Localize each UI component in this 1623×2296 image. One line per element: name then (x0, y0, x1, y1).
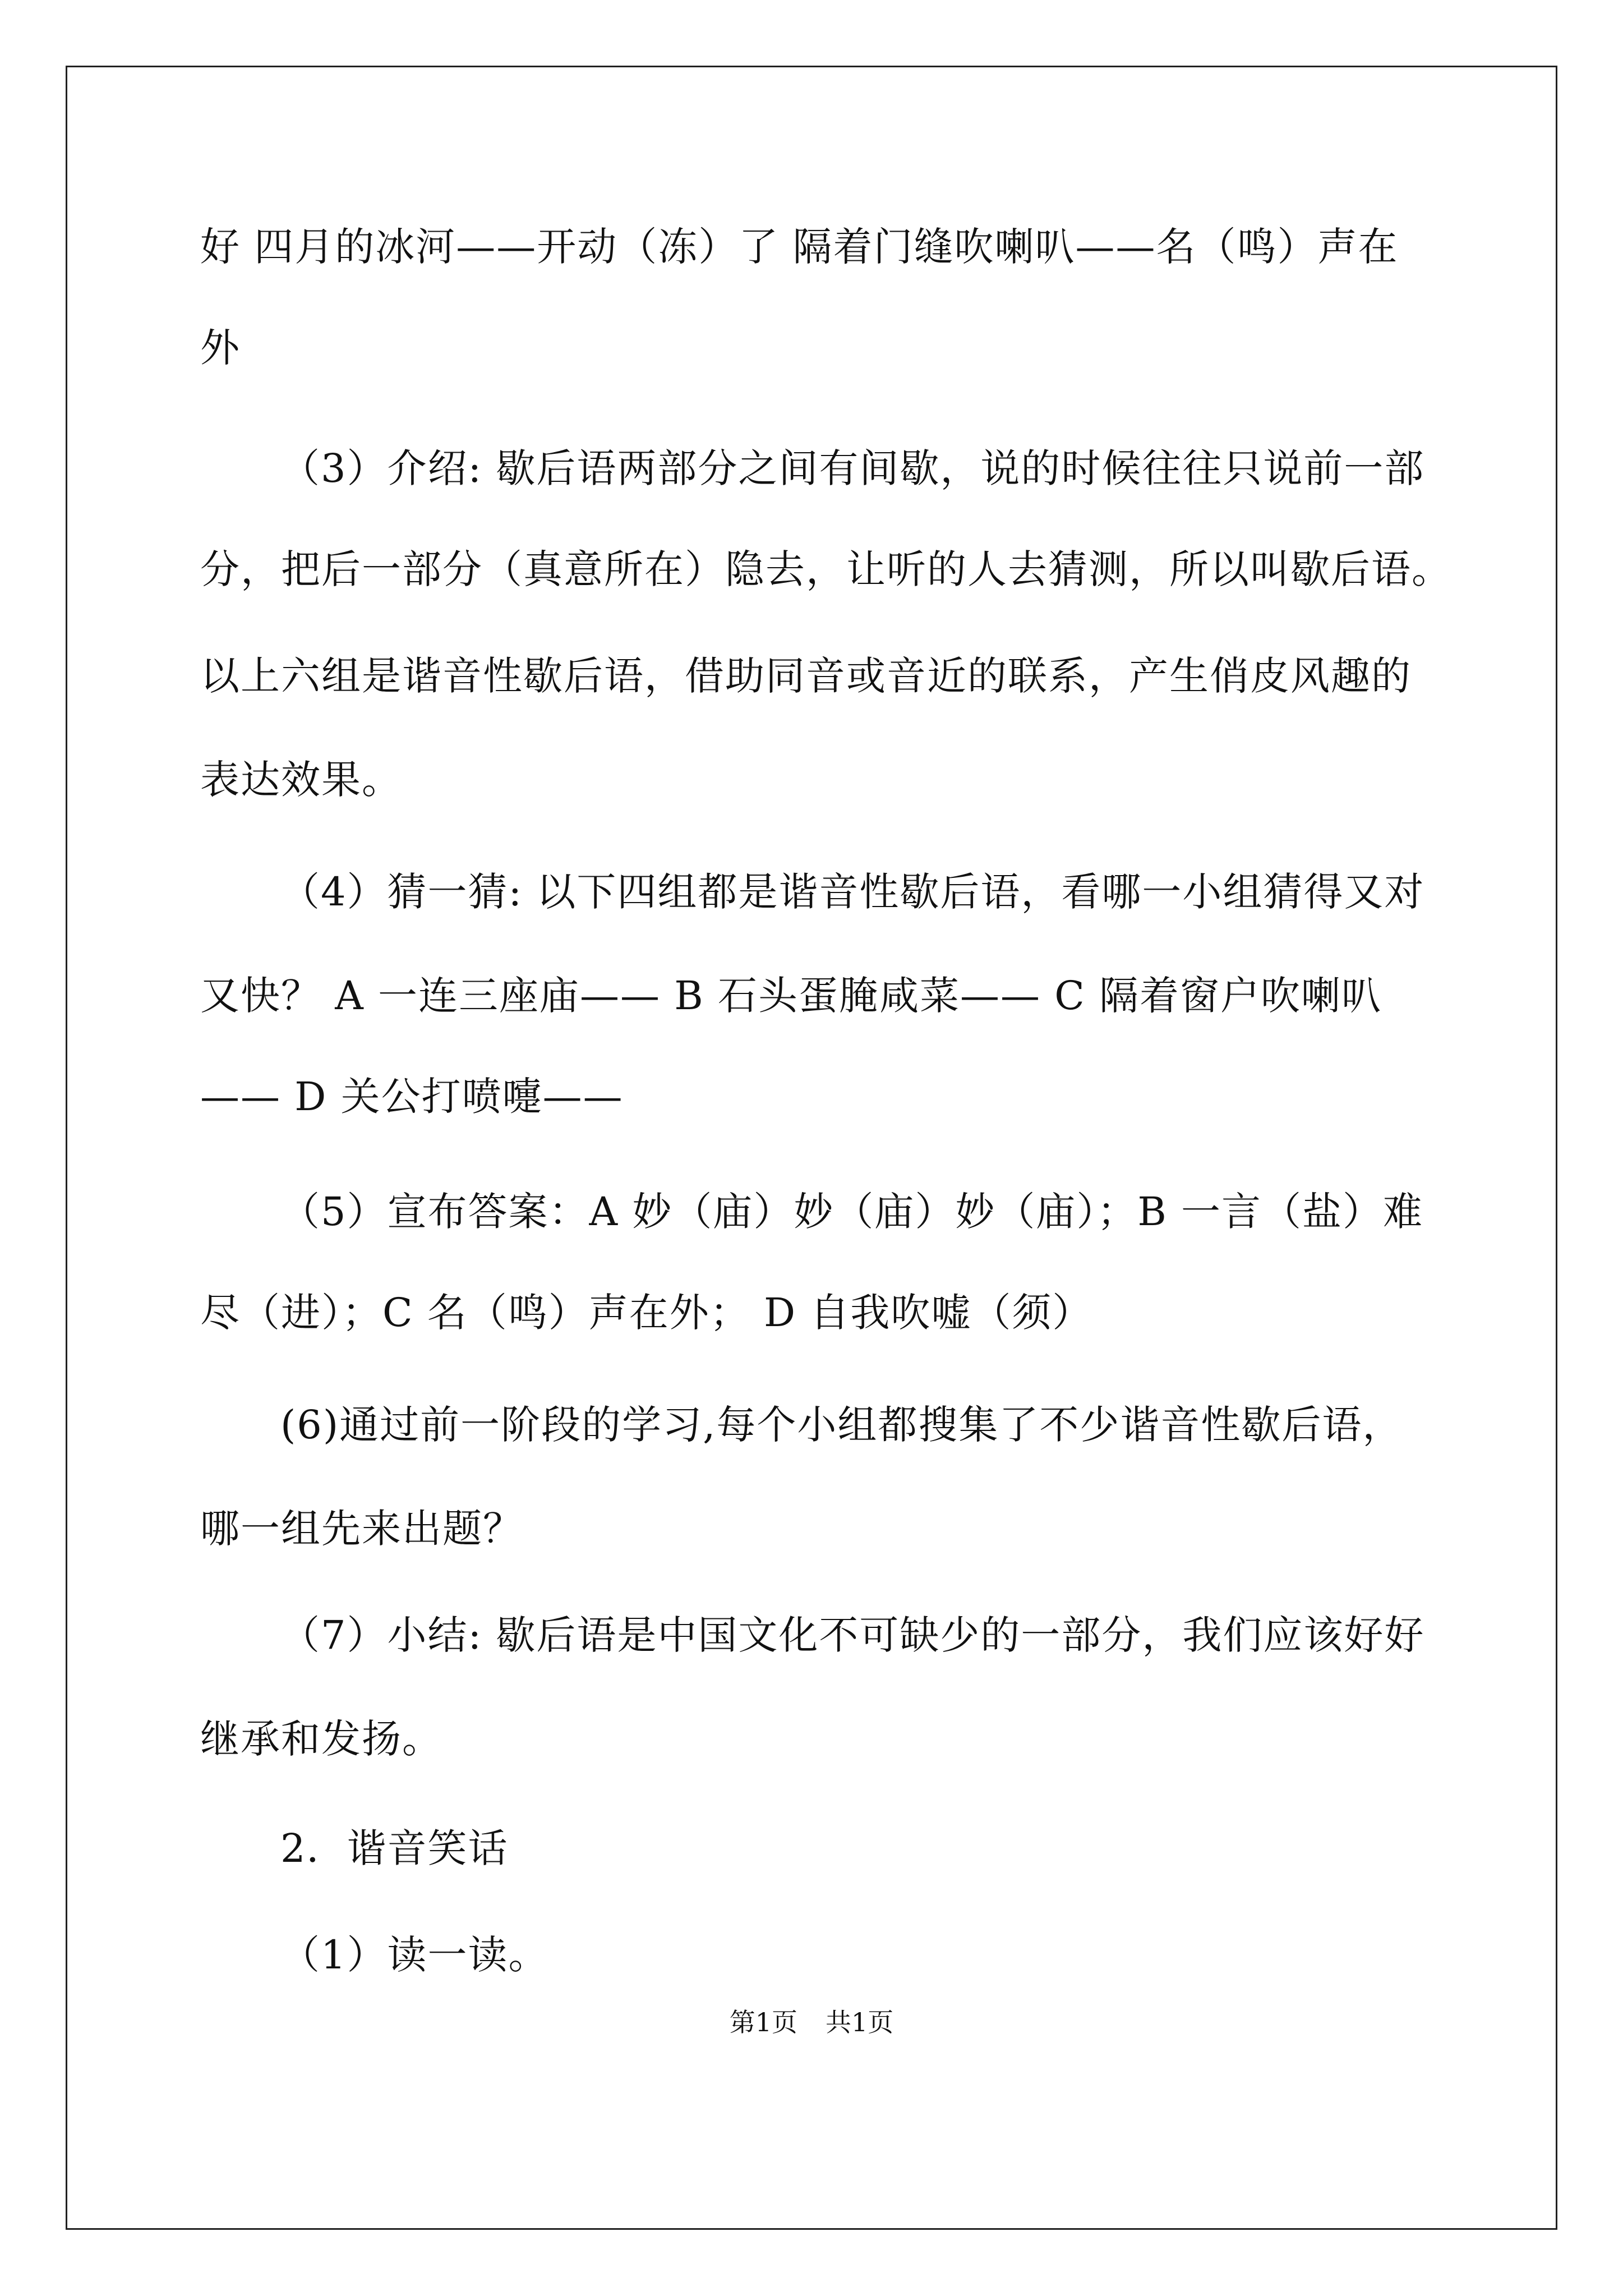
text-line: (6)通过前一阶段的学习,每个小组都搜集了不少谐音性歇后语， (280, 1402, 1403, 1448)
text-line: 哪一组先来出题？ (200, 1506, 523, 1552)
page-number: 第1页 (729, 2007, 797, 2037)
text-line: 以上六组是谐音性歇后语，借助同音或音近的联系，产生俏皮风趣的 (200, 653, 1412, 699)
page-footer (0, 2005, 1623, 2039)
text-line: （3）介绍: 歇后语两部分之间有间歇，说的时候往往只说前一部 (280, 445, 1425, 491)
text-line: （1）读一读。 (280, 1932, 549, 1978)
page-border (66, 66, 1557, 2230)
page-count: 共1页 (826, 2007, 894, 2037)
text-line: 表达效果。 (200, 757, 402, 803)
text-line: 分，把后一部分（真意所在）隐去，让听的人去猜测，所以叫歇后语。 (200, 546, 1452, 592)
text-line: 又快？ A 一连三座庙—— B 石头蛋腌咸菜—— C 隔着窗户吹喇叭 (200, 973, 1382, 1019)
text-line: 尽（进）；C 名（鸣）声在外； D 自我吹嘘（须） (200, 1290, 1093, 1336)
text-line: （5）宣布答案：A 妙（庙）妙（庙）妙（庙）；B 一言（盐）难 (280, 1189, 1424, 1235)
text-line: —— D 关公打喷嚏—— (200, 1074, 624, 1120)
section-heading: 2．谐音笑话 (280, 1825, 509, 1871)
text-line: （4）猜一猜: 以下四组都是谐音性歇后语，看哪一小组猜得又对 (280, 869, 1425, 915)
text-line: （7）小结: 歇后语是中国文化不可缺少的一部分，我们应该好好 (280, 1612, 1425, 1658)
text-line: 继承和发扬。 (200, 1716, 442, 1762)
text-line: 好 四月的冰河——开动（冻）了 隔着门缝吹喇叭——名（鸣）声在 (200, 224, 1399, 270)
text-line: 外 (200, 325, 241, 371)
